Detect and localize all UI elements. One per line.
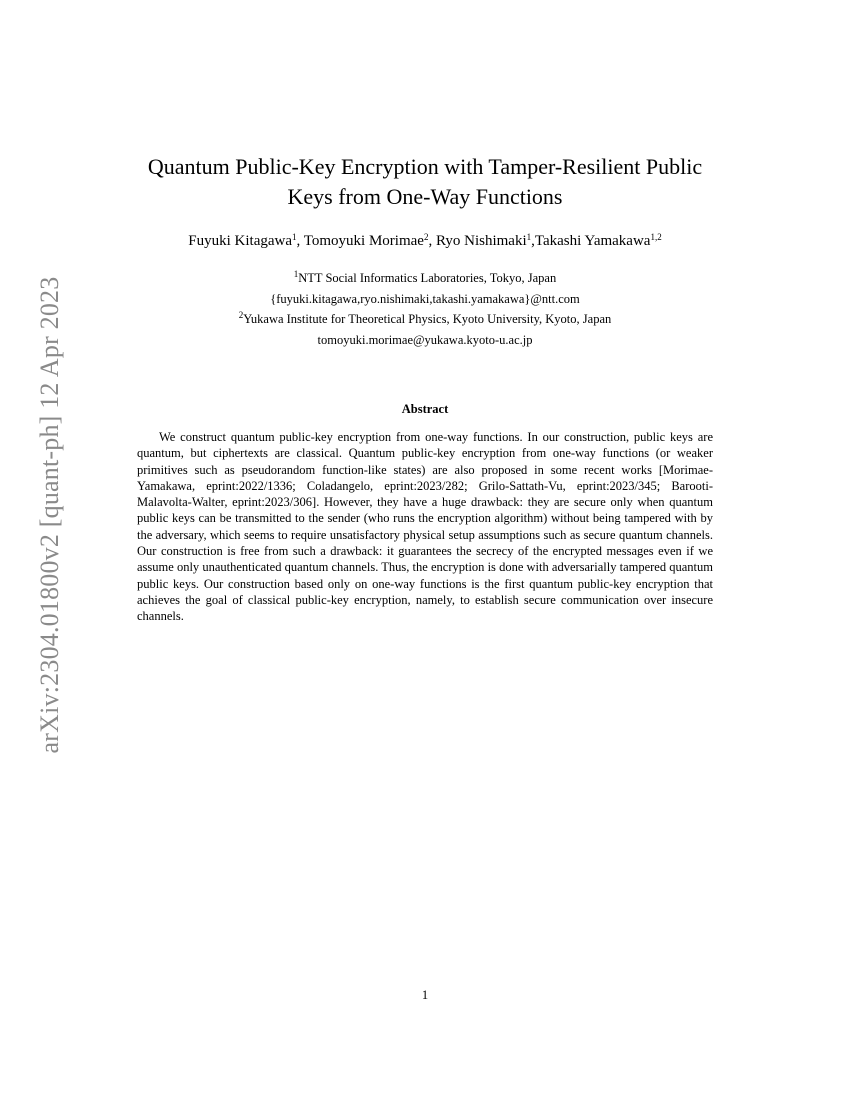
affiliation-block xyxy=(100,268,750,350)
affiliation-text: NTT Social Informatics Laboratories, Tokyo, Japan xyxy=(298,271,557,285)
author-name: Takashi Yamakawa xyxy=(534,233,651,249)
author-separator: , xyxy=(531,233,535,249)
affiliation-marker: 2 xyxy=(238,310,244,320)
author-name: Fuyuki Kitagawa xyxy=(188,233,293,249)
affiliation-line xyxy=(100,268,750,289)
page-number: 1 xyxy=(421,988,429,1002)
arxiv-sidebar-stamp: arXiv:2304.01800v2 [quant-ph] 12 Apr 2023 xyxy=(35,276,64,754)
author-affiliation-marker: 1 xyxy=(526,232,532,242)
author-name: Tomoyuki Morimae xyxy=(303,233,424,249)
affiliation-line xyxy=(100,309,750,330)
affiliation-text: Yukawa Institute for Theoretical Physics, Kyoto University, Kyoto, Japan xyxy=(243,312,612,326)
affiliation-email: tomoyuki.morimae@yukawa.kyoto-u.ac.jp xyxy=(317,332,533,347)
paper-title xyxy=(100,152,750,212)
abstract-heading: Abstract xyxy=(401,402,449,416)
affiliation-email: {fuyuki.kitagawa,ryo.nishimaki,takashi.yamakawa}@ntt.com xyxy=(270,291,580,306)
author-affiliation-marker: 1,2 xyxy=(650,232,662,242)
author-separator: , xyxy=(428,233,436,249)
author-list xyxy=(100,231,750,251)
affiliation-marker: 1 xyxy=(293,269,299,279)
abstract-body: We construct quantum public-key encryption from one-way functions. In our construction, public keys are quantum, but ciphertexts are classical. Quantum public-key encryption from one-way functions (or weaker primitives such as pseudorandom function-like states) are also proposed in some recent works [Morimae-Yamakawa, eprint:2022/1336; Coladangelo, eprint:2023/282; Grilo-Sattath-Vu, eprint:2023/345; Barooti-Malavolta-Walter, eprint:2023/306]. However, they have a huge drawback: they are secure only when quantum public keys can be transmitted to the sender (who runs the encryption algorithm) without being tampered with by the adversary, which seems to require unsatisfactory physical setup assumptions such as secure quantum channels. Our construction is free from such a drawback: it guarantees the secrecy of the encrypted messages even if we assume only unauthenticated quantum channels. Thus, the encryption is done with adversarially tampered quantum public keys. Our construction based only on one-way functions is the first quantum public-key encryption that achieves the goal of classical public-key encryption, namely, to establish secure communication over insecure channels. xyxy=(137,430,713,624)
affiliation-email-line xyxy=(100,289,750,310)
paper-title-line-1: Quantum Public-Key Encryption with Tamper-Resilient Public xyxy=(147,154,703,179)
affiliation-email-line xyxy=(100,330,750,351)
author-separator: , xyxy=(296,233,304,249)
paper-title-line-2: Keys from One-Way Functions xyxy=(287,184,563,209)
author-affiliation-marker: 1 xyxy=(292,232,297,242)
author-affiliation-marker: 2 xyxy=(423,232,429,242)
author-name: Ryo Nishimaki xyxy=(435,233,527,249)
